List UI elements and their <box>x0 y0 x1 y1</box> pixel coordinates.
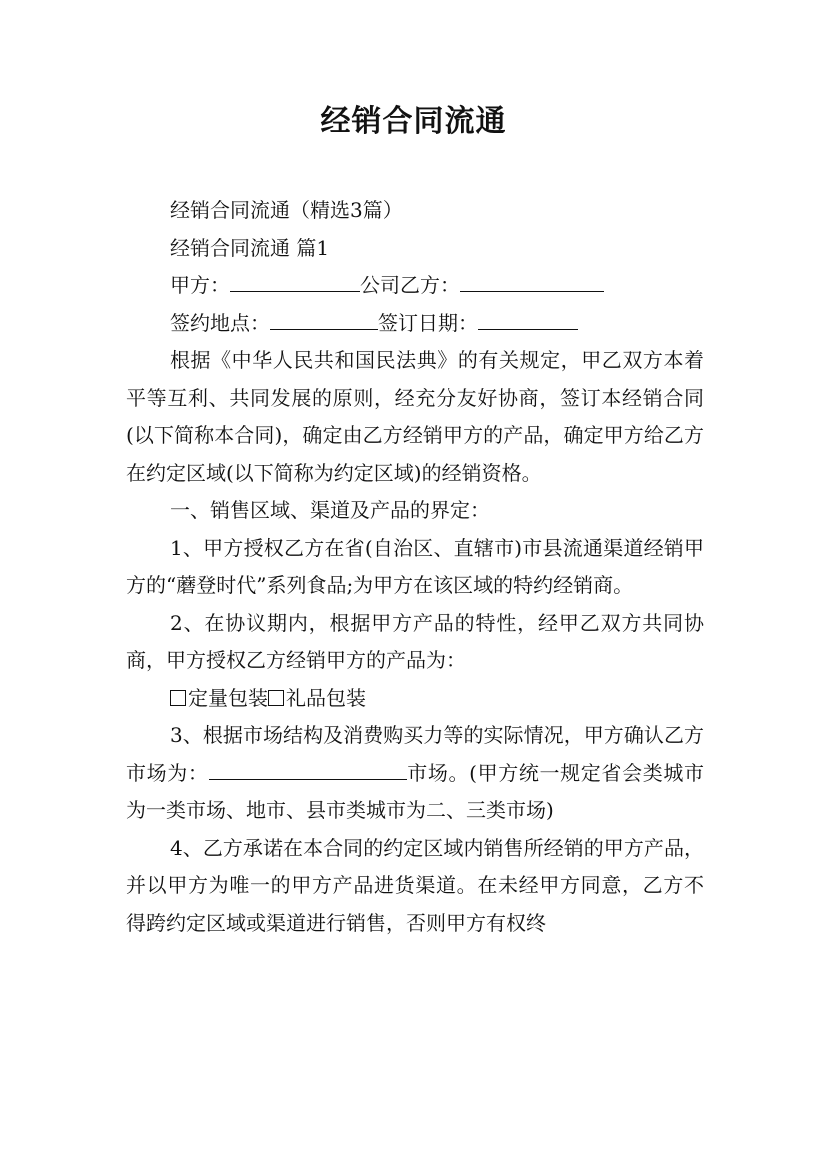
sign-place-blank <box>270 307 378 330</box>
clause-item-4: 4、乙方承诺在本合同的约定区域内销售所经销的甲方产品，并以甲方为唯一的甲方产品进货渠道。在未经甲方同意，乙方不得跨约定区域或渠道进行销售，否则甲方有权终 <box>126 835 704 935</box>
option-gift-package: 礼品包装 <box>286 685 366 710</box>
party-b-blank <box>460 269 604 292</box>
intro-paragraph: 根据《中华人民共和国民法典》的有关规定，甲乙双方本着平等互利、共同发展的原则，经充分友好协商，签订本经销合同(以下简称本合同)，确定由乙方经销甲方的产品，确定甲方给乙方在约定区域(以下简称为约定区域)的经销资格。 <box>126 348 704 485</box>
clause-item-2: 2、在协议期内，根据甲方产品的特性，经甲乙双方共同协商，甲方授权乙方经销甲方的产品为： <box>126 610 704 672</box>
checkbox-icon <box>268 690 284 706</box>
packaging-options <box>126 680 704 718</box>
party-line <box>126 267 704 305</box>
company-party-b-label: 公司乙方： <box>360 273 460 297</box>
party-a-label: 甲方： <box>170 273 230 297</box>
market-blank <box>209 757 407 780</box>
subtitle: 经销合同流通（精选3篇） <box>170 198 403 222</box>
party-a-blank <box>230 269 360 292</box>
sign-date-label: 签订日期： <box>378 310 478 335</box>
document-title: 经销合同流通 <box>320 104 507 139</box>
checkbox-icon <box>170 690 186 706</box>
clause-heading: 一、销售区域、渠道及产品的界定： <box>170 498 490 522</box>
sign-place-label: 签约地点： <box>170 310 270 335</box>
item3-prefix: 3、根据市场结构及消费购买力等的实际情况，甲方确认乙方市场为： <box>126 723 704 785</box>
item3-suffix: 市场。(甲方统一规定省会类城市为一类市场、地市、县市类城市为二、三类市场) <box>126 760 705 822</box>
clause-item-1: 1、甲方授权乙方在省(自治区、直辖市)市县流通渠道经销甲方的“蘑登时代”系列食品;为甲方在该区域的特约经销商。 <box>126 535 704 597</box>
document-body <box>126 192 704 942</box>
sign-line <box>126 305 704 343</box>
option-fixed-package: 定量包装 <box>188 685 268 710</box>
clause-item-3 <box>126 717 704 830</box>
sign-date-blank <box>478 307 578 330</box>
section-heading: 经销合同流通 篇1 <box>170 235 330 260</box>
